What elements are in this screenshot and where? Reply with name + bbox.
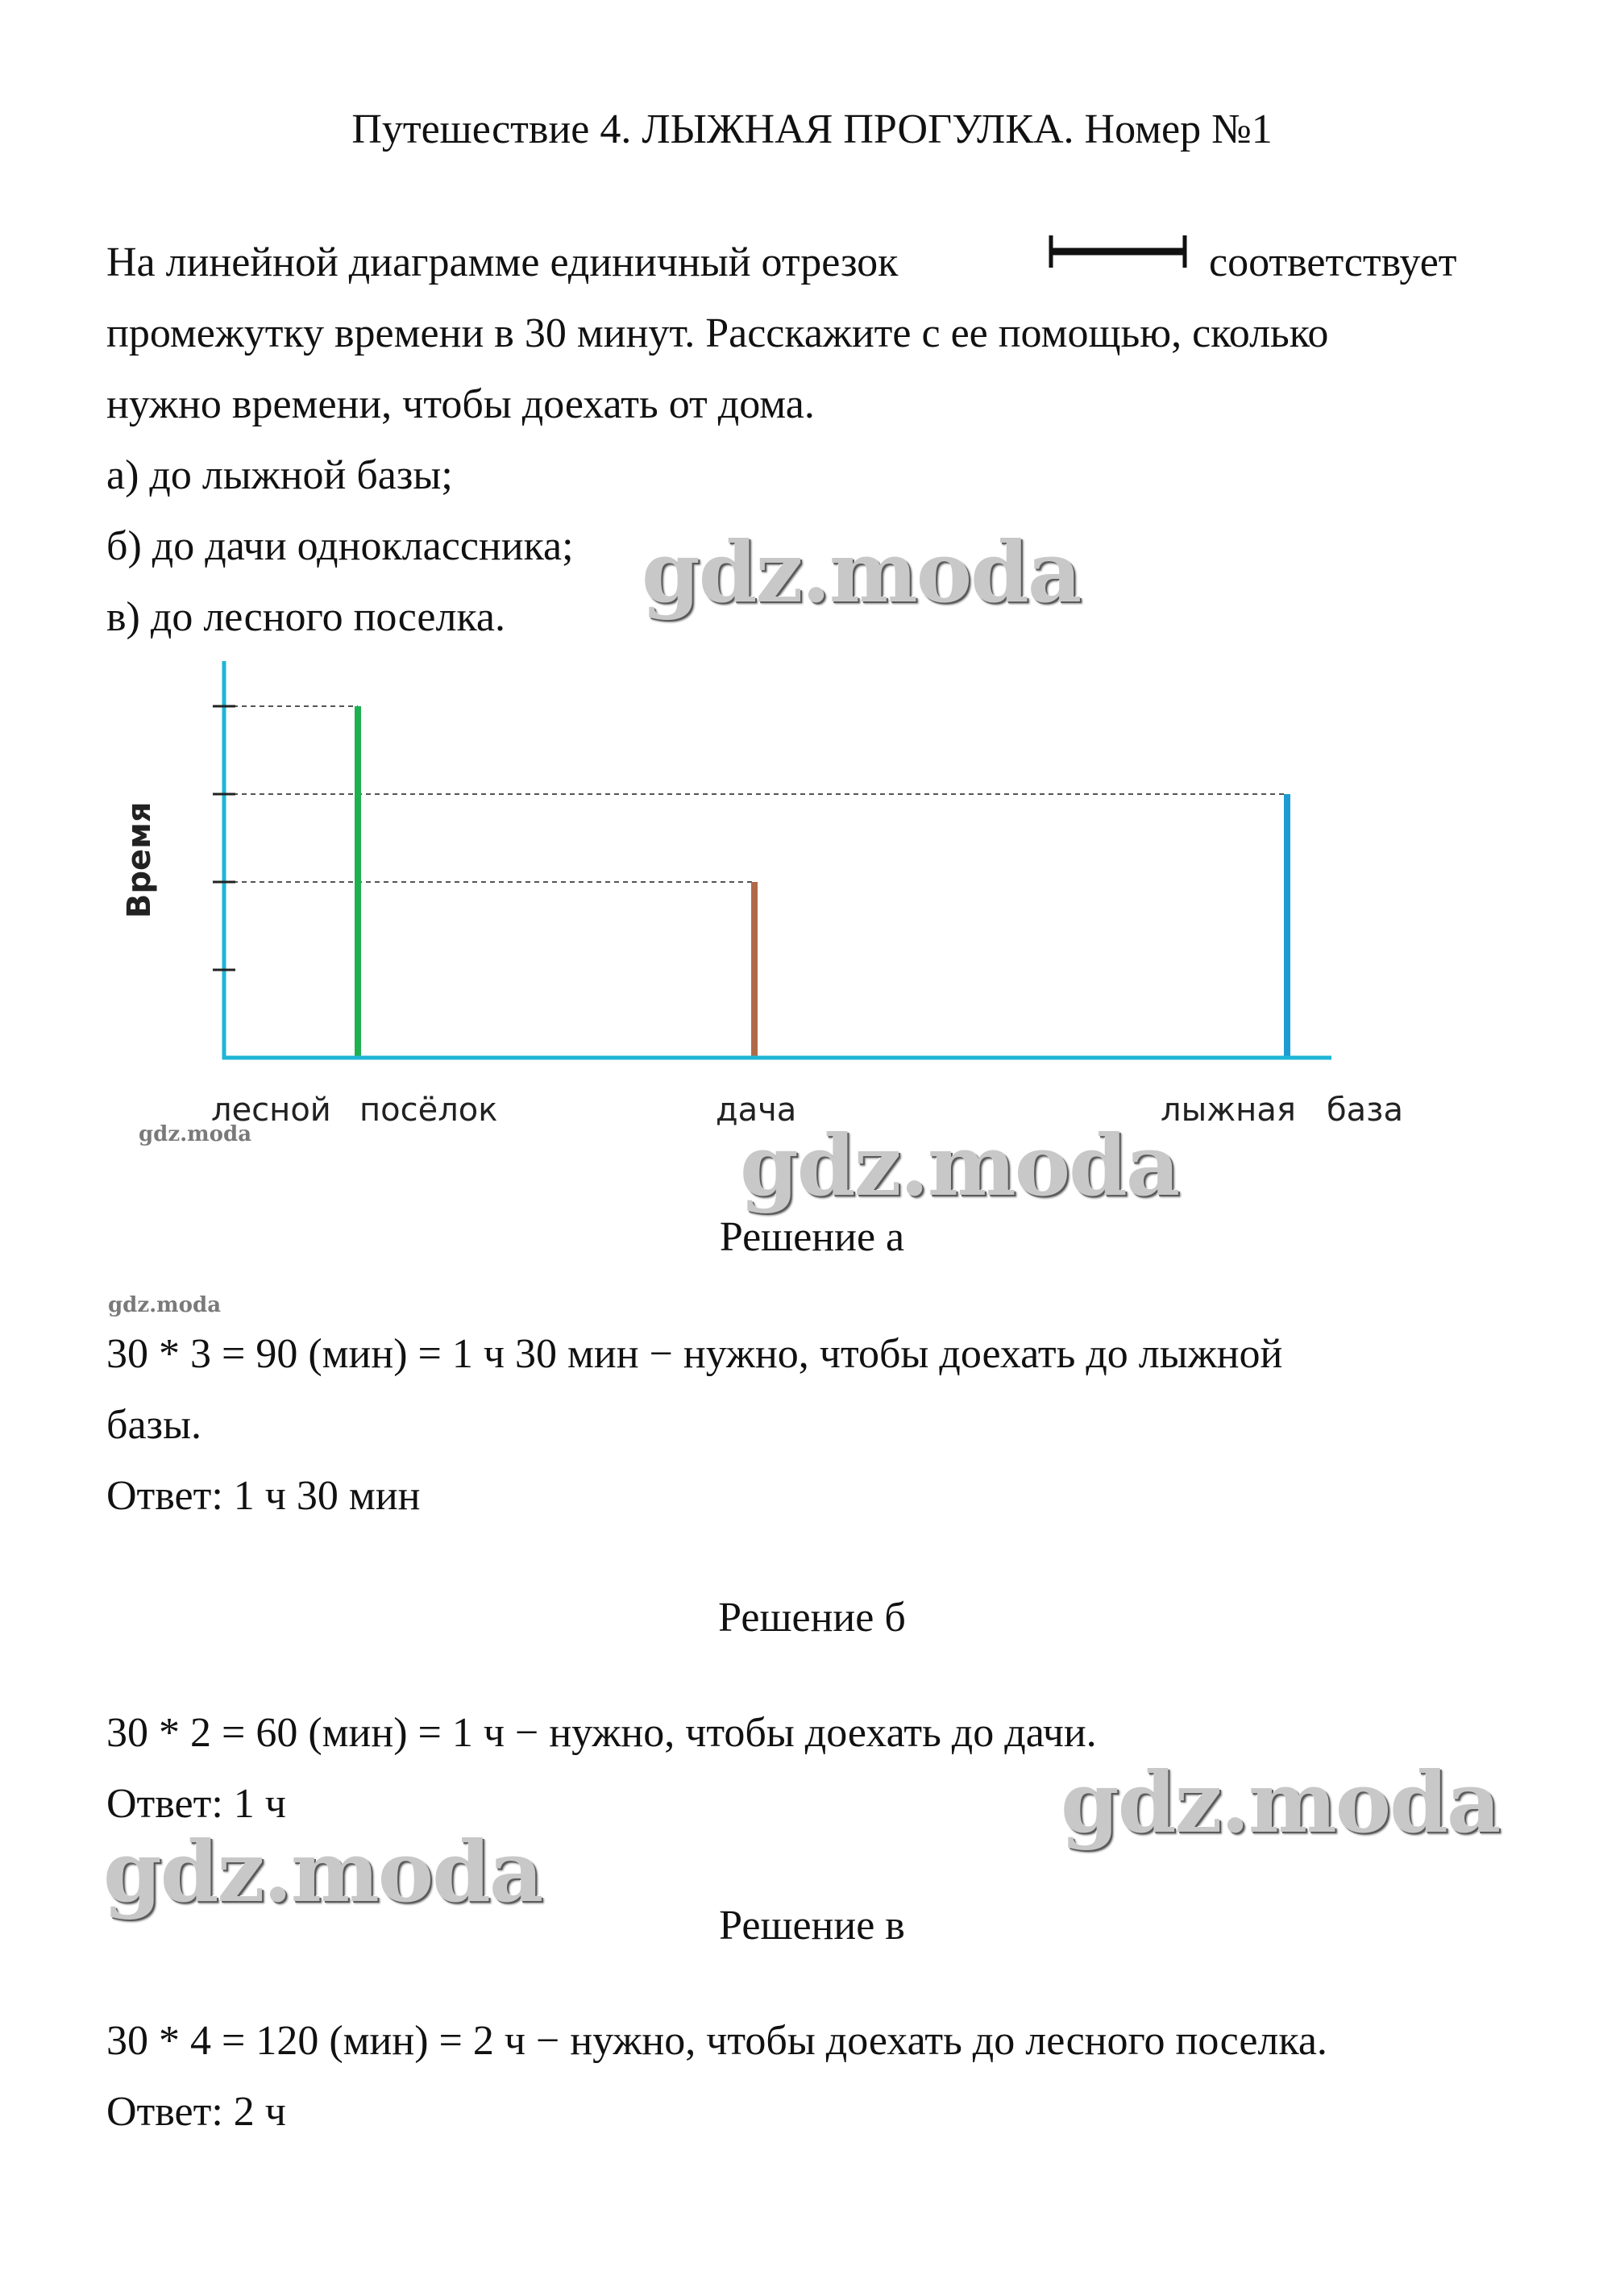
chart-y-axis-label: Время xyxy=(121,801,158,919)
watermark: gdz.moda xyxy=(740,1116,1179,1215)
page-title: Путешествие 4. ЛЫЖНАЯ ПРОГУЛКА. Номер №1 xyxy=(351,106,1273,152)
watermark-small: gdz.moda xyxy=(108,1293,222,1317)
solution-b-line-1: 30 * 2 = 60 (мин) = 1 ч − нужно, чтобы доехать до дачи. xyxy=(106,1710,1097,1756)
task-item-b: б) до дачи одноклассника; xyxy=(106,523,574,569)
solution-a-heading: Решение а xyxy=(719,1214,905,1260)
chart-guides xyxy=(224,706,1287,882)
task-line-1 xyxy=(106,227,898,298)
solution-a-answer: Ответ: 1 ч 30 мин xyxy=(106,1473,421,1519)
chart-category-label: дача xyxy=(716,1092,797,1129)
chart-bars xyxy=(358,706,1287,1058)
line-diagram-chart xyxy=(0,645,1624,1161)
chart-category-label: посёлок xyxy=(359,1092,498,1129)
solution-a-line-2: базы. xyxy=(106,1402,202,1448)
chart-axes xyxy=(222,661,1331,1059)
unit-segment-icon xyxy=(1046,227,1190,276)
chart-category-label: база xyxy=(1327,1092,1403,1129)
task-line-1-before: На линейной диаграмме единичный отрезок xyxy=(106,239,899,285)
watermark: gdz.moda xyxy=(103,1822,542,1921)
solution-a-line-1: 30 * 3 = 90 (мин) = 1 ч 30 мин − нужно, чтобы доехать до лыжной xyxy=(106,1331,1283,1377)
solution-b-answer: Ответ: 1 ч xyxy=(106,1781,286,1827)
solution-b-heading: Решение б xyxy=(718,1595,906,1641)
task-line-3: нужно времени, чтобы доехать от дома. xyxy=(106,381,815,427)
solution-c-line-1: 30 * 4 = 120 (мин) = 2 ч − нужно, чтобы доехать до лесного поселка. xyxy=(106,2018,1327,2064)
solution-c-answer: Ответ: 2 ч xyxy=(106,2089,286,2135)
watermark: gdz.moda xyxy=(1061,1753,1500,1852)
chart-category-label: лыжная xyxy=(1161,1092,1296,1129)
chart-category-label: лесной xyxy=(211,1092,331,1129)
watermark-small: gdz.moda xyxy=(139,1122,252,1146)
task-line-2: промежутку времени в 30 минут. Расскажите с ее помощью, сколько xyxy=(106,310,1329,356)
task-item-c: в) до лесного поселка. xyxy=(106,594,506,640)
solution-c-heading: Решение в xyxy=(719,1903,905,1949)
task-item-a: а) до лыжной базы; xyxy=(106,452,453,498)
task-line-1-after: соответствует xyxy=(1209,239,1457,285)
watermark: gdz.moda xyxy=(642,522,1081,622)
